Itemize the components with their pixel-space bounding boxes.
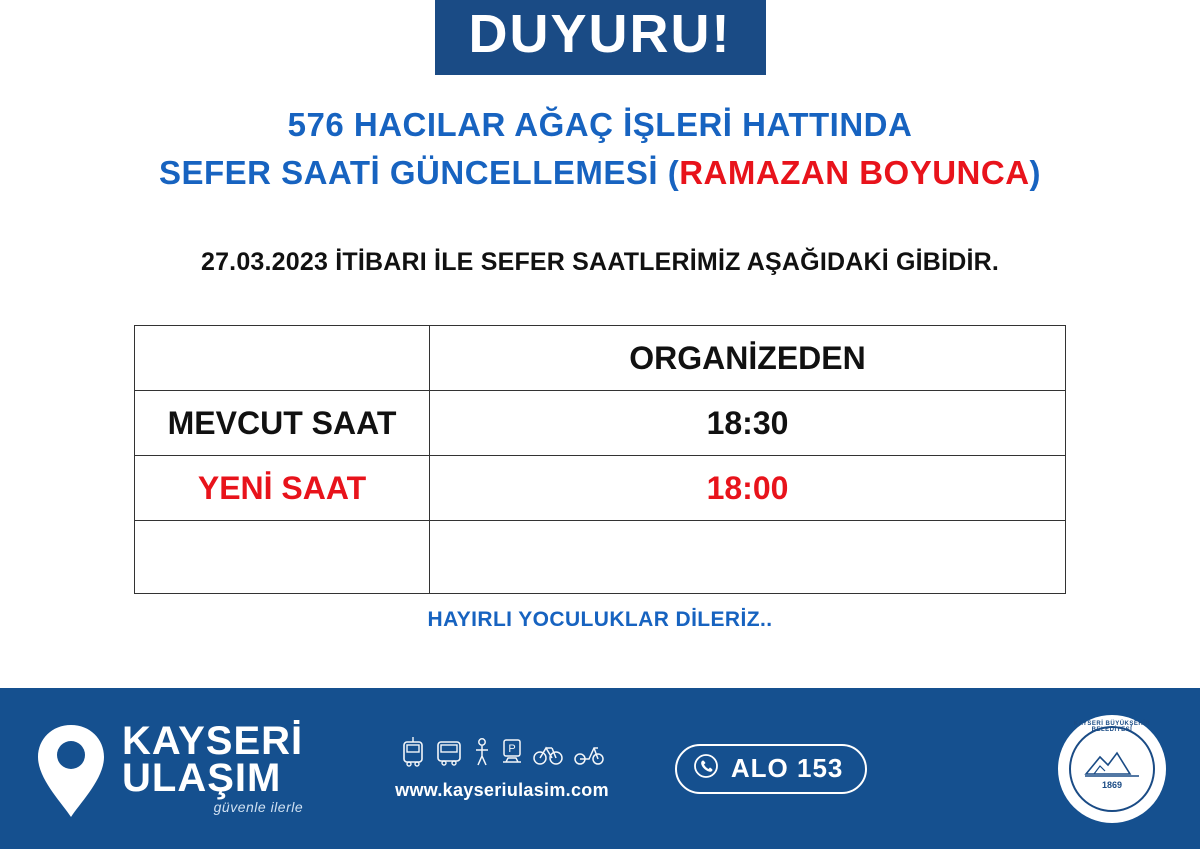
bus-icon (435, 736, 463, 773)
logo-slogan: güvenle ilerle (213, 798, 304, 815)
title-line-2 (0, 149, 1200, 197)
scooter-icon (573, 736, 605, 773)
current-time-label: MEVCUT SAAT (135, 391, 430, 456)
announcement-banner: DUYURU! (435, 0, 766, 75)
title-line-2-highlight: RAMAZAN BOYUNCA (679, 153, 1030, 191)
page-title (0, 101, 1200, 197)
logo-line-2: ULAŞIM (122, 756, 282, 801)
phone-icon (693, 753, 719, 784)
closing-message: HAYIRLI YOCULUKLAR DİLERİZ.. (427, 608, 773, 632)
announcement-banner-container (0, 0, 1200, 75)
table-row (135, 456, 1066, 521)
table-spacer-row (135, 521, 1066, 594)
table-header-row (135, 326, 1066, 391)
tram-icon (400, 736, 426, 773)
schedule-table (134, 325, 1066, 594)
table-row (135, 391, 1066, 456)
current-time-value: 18:30 (430, 391, 1066, 456)
title-line-1: 576 HACILAR AĞAÇ İŞLERİ HATTINDA (287, 105, 913, 143)
new-time-value: 18:00 (430, 456, 1066, 521)
seal-year: 1869 (1101, 779, 1123, 790)
mountain-icon (1084, 748, 1140, 778)
table-header-empty-cell (135, 326, 430, 391)
footer-bar (0, 688, 1200, 849)
effective-date-note: 27.03.2023 İTİBARI İLE SEFER SAATLERİMİZ AŞAĞIDAKİ GİBİDİR. (200, 248, 1000, 277)
new-time-label: YENİ SAAT (135, 456, 430, 521)
svg-text:P: P (507, 743, 516, 755)
transport-modes-block (395, 736, 609, 801)
logo-wordmark (122, 719, 304, 815)
hotline-label: ALO 153 (730, 753, 844, 783)
website-url[interactable]: www.kayseriulasim.com (395, 780, 609, 800)
table-spacer-left (135, 521, 430, 594)
seal-inner-circle (1069, 726, 1155, 812)
seal-text: KAYSERİ BÜYÜKŞEHİR BELEDİYESİ (1073, 720, 1151, 733)
title-line-2-main: SEFER SAATİ GÜNCELLEMESİ ( (158, 153, 680, 191)
schedule-table-container (134, 325, 1066, 594)
parking-icon (501, 736, 523, 773)
municipality-seal (1058, 715, 1166, 823)
table-header-destination: ORGANİZEDEN (430, 326, 1066, 391)
bicycle-icon (532, 736, 564, 773)
transport-mode-icons (400, 736, 605, 773)
pedestrian-icon (472, 736, 492, 773)
logo-line-1: KAYSERİ (122, 719, 304, 764)
location-pin-icon (34, 723, 108, 815)
hotline-button[interactable] (675, 744, 868, 794)
title-line-2-tail: ) (1029, 153, 1042, 191)
footer-content (0, 715, 1200, 823)
table-spacer-right (430, 521, 1066, 594)
kayseri-ulasim-logo (34, 719, 304, 815)
